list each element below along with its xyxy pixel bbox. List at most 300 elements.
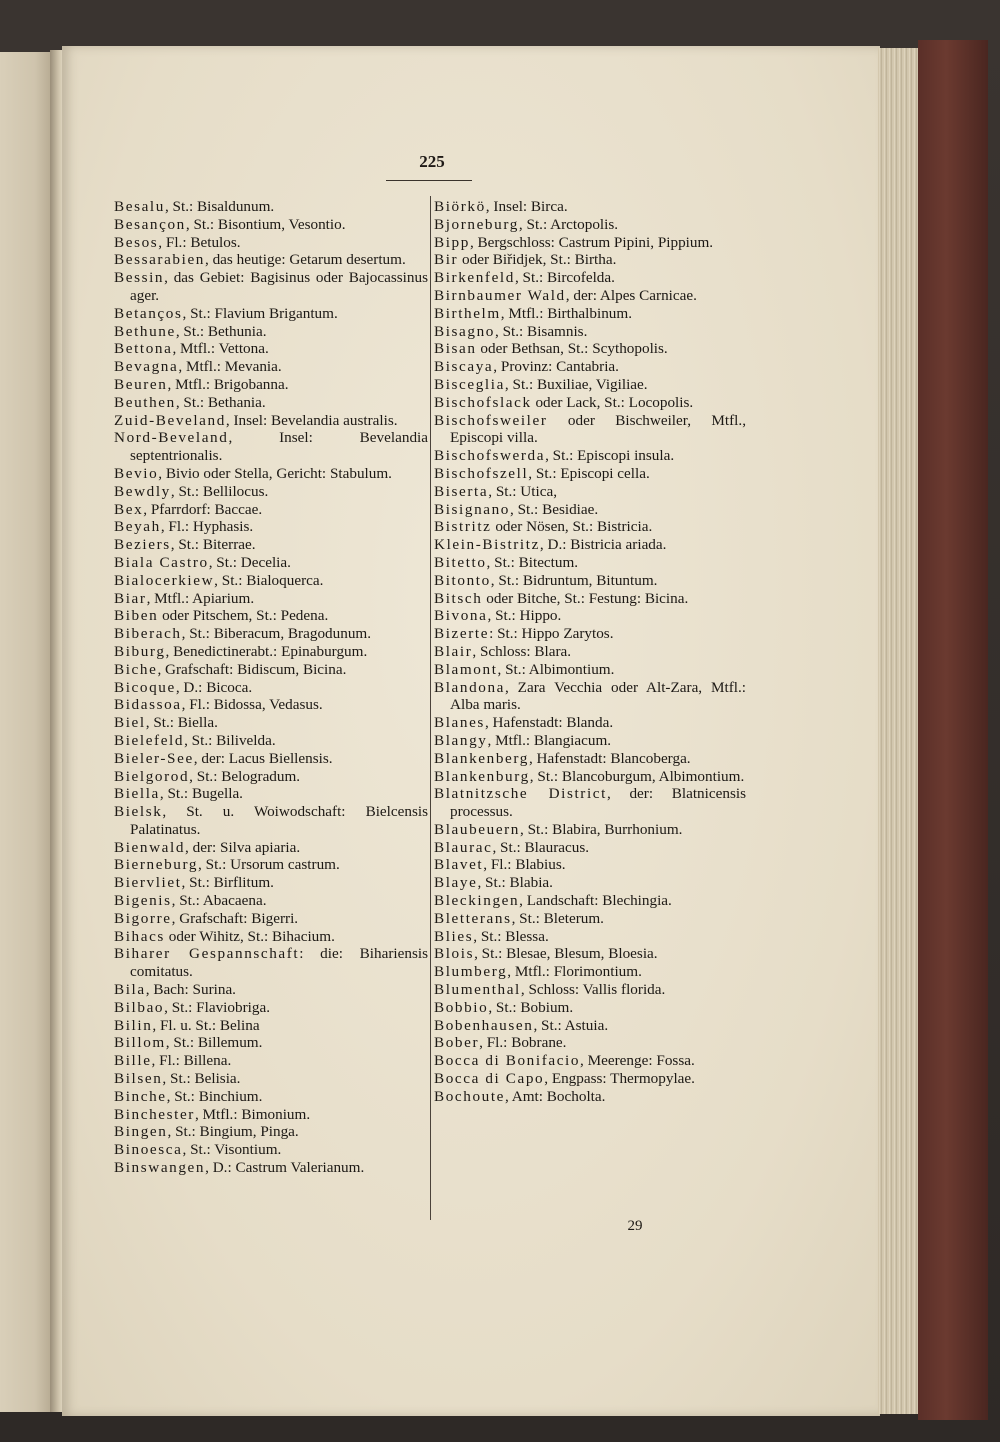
dictionary-entry — [114, 981, 428, 999]
entry-headword: Bicoque — [114, 678, 176, 696]
entry-headword: Blair — [434, 642, 473, 660]
entry-headword: Beyah — [114, 518, 161, 536]
entry-headword: Bilsen — [114, 1070, 163, 1088]
entry-headword: Bienwald — [114, 838, 186, 856]
dictionary-entry — [434, 483, 746, 501]
dictionary-entry — [114, 1070, 428, 1088]
entry-headword: Binswangen — [114, 1159, 206, 1177]
entry-definition: , St.: Flavium Brigantum. — [182, 304, 338, 322]
dictionary-entry — [114, 465, 428, 483]
entry-definition: , St.: Decelia. — [208, 553, 291, 571]
entry-definition: , Engpass: Thermopylae. — [544, 1070, 695, 1088]
entry-definition: , St.: Episcopi cella. — [528, 464, 650, 482]
entry-definition: , St.: Arctopolis. — [518, 215, 619, 233]
dictionary-entry — [114, 1106, 428, 1124]
entry-headword: Bletterans — [434, 909, 512, 927]
dictionary-entry — [114, 554, 428, 572]
entry-headword: Biörkö — [434, 198, 486, 215]
dictionary-entry — [114, 714, 428, 732]
entry-definition: oder Bitche, St.: Festung: Bicina. — [482, 589, 689, 607]
entry-definition: , Insel: Bevelandia septentrionalis. — [130, 429, 428, 465]
entry-definition: , St.: Astuia. — [533, 1016, 609, 1034]
dictionary-entry — [114, 945, 428, 981]
dictionary-entry — [434, 394, 746, 412]
entry-headword: Bocca di Bonifacio — [434, 1052, 581, 1070]
entry-headword: Bethune — [114, 322, 176, 340]
column-divider — [430, 196, 431, 1220]
entry-headword: Blies — [434, 927, 474, 945]
entry-headword: Bischofszell — [434, 464, 529, 482]
entry-headword: Bisagno — [434, 322, 495, 340]
entry-definition: , Bergschloss: Castrum Pipini, Pippium. — [469, 233, 714, 251]
dictionary-entry — [434, 732, 746, 750]
entry-definition: , St.: Visontium. — [182, 1141, 282, 1159]
entry-definition: : St.: Hippo Zarytos. — [489, 625, 614, 643]
dictionary-entry — [114, 892, 428, 910]
dictionary-entry — [434, 910, 746, 928]
entry-definition: , St.: Bircofelda. — [514, 269, 615, 287]
dictionary-entry — [434, 607, 746, 625]
entry-definition: , Fl.: Billena. — [151, 1052, 232, 1070]
entry-definition: oder Pitschem, St.: Pedena. — [158, 607, 329, 625]
dictionary-entry — [114, 518, 428, 536]
entry-definition: , der: Lacus Biellensis. — [193, 749, 333, 767]
entry-headword: Bevio — [114, 464, 159, 482]
entry-definition: , Hafenstadt: Blancoberga. — [528, 749, 691, 767]
entry-headword: Blumberg — [434, 963, 508, 981]
entry-definition: , St.: Bingium, Pinga. — [167, 1123, 299, 1141]
dictionary-entry — [434, 1052, 746, 1070]
entry-definition: , St.: Bisaldunum. — [164, 198, 275, 215]
dictionary-entry — [434, 679, 746, 715]
entry-headword: Biburg — [114, 642, 166, 660]
entry-definition: oder Bethsan, St.: Scythopolis. — [476, 340, 668, 358]
entry-definition: , St.: Albimontium. — [497, 660, 615, 678]
entry-headword: Besançon — [114, 215, 186, 233]
entry-definition: , St.: Blesae, Blesum, Bloesia. — [474, 945, 658, 963]
entry-headword: Blaurac — [434, 838, 493, 856]
entry-headword: Nord-Beveland — [114, 429, 229, 447]
dictionary-entry — [114, 340, 428, 358]
entry-headword: Biala Castro — [114, 553, 209, 571]
dictionary-entry — [434, 999, 746, 1017]
dictionary-entry — [434, 234, 746, 252]
entry-headword: Bierneburg — [114, 856, 199, 874]
entry-headword: Blaubeuern — [434, 820, 521, 838]
dictionary-entry — [434, 251, 746, 269]
entry-headword: Bjorneburg — [434, 215, 519, 233]
dictionary-entry — [434, 590, 746, 608]
entry-headword: Birnbaumer Wald — [434, 286, 566, 304]
dictionary-entry — [114, 625, 428, 643]
dictionary-entry — [114, 679, 428, 697]
dictionary-entry — [434, 1034, 746, 1052]
facing-page-edge — [0, 52, 52, 1412]
dictionary-entry — [434, 216, 746, 234]
dictionary-entry — [114, 1052, 428, 1070]
entry-headword: Biche — [114, 660, 158, 678]
dictionary-entry — [114, 234, 428, 252]
entry-definition: , St.: Birflitum. — [181, 874, 274, 892]
entry-definition: oder Nösen, St.: Bistricia. — [491, 518, 653, 536]
entry-definition: , der: Alpes Carnicae. — [565, 286, 697, 304]
entry-headword: Bistritz — [434, 518, 492, 536]
right-column — [434, 198, 746, 1106]
entry-definition: , Zara Vecchia oder Alt-Zara, Mtfl.: Alba maris. — [450, 678, 746, 714]
dictionary-entry — [114, 1034, 428, 1052]
entry-definition: , St.: Belogradum. — [189, 767, 301, 785]
entry-definition: , Grafschaft: Bigerri. — [171, 909, 299, 927]
dictionary-entry — [434, 501, 746, 519]
entry-headword: Bobbio — [434, 998, 489, 1016]
entry-definition: , St.: Bisontium, Vesontio. — [185, 215, 346, 233]
dictionary-entry — [114, 1017, 428, 1035]
entry-headword: Bocca di Capo — [434, 1070, 545, 1088]
entry-definition: , Insel: Bevelandia australis. — [225, 411, 398, 429]
entry-definition: , Grafschaft: Bidiscum, Bicina. — [157, 660, 347, 678]
dictionary-entry — [114, 643, 428, 661]
entry-definition: oder Lack, St.: Locopolis. — [531, 393, 694, 411]
entry-definition: , St.: Besidiae. — [510, 500, 599, 518]
dictionary-entry — [114, 269, 428, 305]
dictionary-entry — [114, 429, 428, 465]
entry-definition: , St.: Blancoburgum, Albimontium. — [529, 767, 745, 785]
dictionary-entry — [434, 768, 746, 786]
entry-definition: , das Gebiet: Bagisinus oder Bajocassinus ager. — [130, 269, 428, 304]
entry-definition: , St.: Hippo. — [487, 607, 562, 625]
entry-definition: , Mtfl.: Vettona. — [172, 340, 269, 358]
dictionary-entry — [434, 821, 746, 839]
dictionary-entry — [114, 910, 428, 928]
entry-definition: , Insel: Birca. — [485, 198, 568, 215]
entry-definition: , Mtfl.: Bimonium. — [194, 1105, 311, 1123]
entry-headword: Bisceglia — [434, 375, 505, 393]
dictionary-entry — [434, 981, 746, 999]
dictionary-entry — [114, 999, 428, 1017]
entry-definition: oder Wihitz, St.: Bihacium. — [164, 927, 335, 945]
dictionary-entry — [434, 323, 746, 341]
dictionary-entry — [114, 536, 428, 554]
dictionary-entry — [434, 554, 746, 572]
entry-headword: Bessarabien — [114, 251, 205, 269]
entry-headword: Bleckingen — [434, 892, 520, 910]
entry-definition: , St.: Biberacum, Bragodunum. — [181, 625, 372, 643]
dictionary-entry — [114, 305, 428, 323]
entry-headword: Bielsk — [114, 803, 163, 821]
entry-definition: , St.: Bialoquerca. — [214, 571, 324, 589]
entry-headword: Blois — [434, 945, 475, 963]
entry-definition: , St.: Bethunia. — [175, 322, 267, 340]
entry-definition: , St. u. Woiwodschaft: Bielcensis Palatinatus. — [130, 803, 428, 838]
entry-headword: Biben — [114, 607, 159, 625]
entry-definition: , der: Silva apiaria. — [185, 838, 301, 856]
entry-headword: Bielgorod — [114, 767, 190, 785]
entry-headword: Bilbao — [114, 998, 165, 1016]
entry-definition: , St.: Bleterum. — [511, 909, 604, 927]
entry-headword: Bevagna — [114, 358, 179, 376]
dictionary-entry — [434, 518, 746, 536]
dictionary-entry — [434, 465, 746, 483]
entry-definition: , Bivio oder Stella, Gericht: Stabulum. — [158, 464, 392, 482]
entry-headword: Billom — [114, 1034, 166, 1052]
dictionary-entry — [114, 198, 428, 216]
dictionary-entry — [434, 412, 746, 448]
dictionary-entry — [114, 1088, 428, 1106]
entry-headword: Bober — [434, 1034, 480, 1052]
dictionary-entry — [434, 945, 746, 963]
entry-headword: Bivona — [434, 607, 488, 625]
entry-headword: Biel — [114, 714, 146, 732]
entry-headword: Biella — [114, 785, 160, 803]
entry-definition: , Fl.: Betulos. — [158, 233, 241, 251]
entry-headword: Bigorre — [114, 909, 172, 927]
dictionary-entry — [434, 340, 746, 358]
entry-headword: Bielefeld — [114, 731, 185, 749]
entry-definition: , das heutige: Getarum desertum. — [204, 251, 406, 269]
entry-definition: , D.: Bicoca. — [175, 678, 253, 696]
entry-headword: Bewdly — [114, 482, 171, 500]
dictionary-entry — [434, 198, 746, 216]
entry-definition: , Benedictinerabt.: Epinaburgum. — [165, 642, 368, 660]
dictionary-entry — [114, 376, 428, 394]
dictionary-entry — [114, 251, 428, 269]
entry-headword: Bialocerkiew — [114, 571, 215, 589]
dictionary-entry — [114, 785, 428, 803]
dictionary-entry — [114, 732, 428, 750]
dictionary-entry — [114, 607, 428, 625]
dictionary-entry — [434, 447, 746, 465]
entry-headword: Biervliet — [114, 874, 182, 892]
dictionary-entry — [434, 892, 746, 910]
entry-definition: , der: Blatnicensis processus. — [450, 785, 746, 821]
entry-definition: , Mtfl.: Brigobanna. — [167, 375, 289, 393]
entry-definition: , St.: Utica, — [488, 482, 557, 500]
entry-headword: Bille — [114, 1052, 152, 1070]
entry-definition: , St.: Blabira, Burrhonium. — [520, 820, 683, 838]
dictionary-entry — [114, 323, 428, 341]
entry-headword: Bettona — [114, 340, 173, 358]
entry-headword: Bir — [434, 251, 459, 269]
entry-definition: , St.: Episcopi insula. — [545, 447, 675, 465]
entry-definition: , Fl.: Bidossa, Vedasus. — [181, 696, 323, 714]
entry-headword: Bischofslack — [434, 393, 532, 411]
entry-definition: , St.: Abacaena. — [171, 892, 267, 910]
entry-headword: Bilin — [114, 1016, 153, 1034]
dictionary-entry — [114, 839, 428, 857]
entry-definition: , Schloss: Vallis florida. — [520, 981, 666, 999]
entry-definition: , Pfarrdorf: Baccae. — [143, 500, 263, 518]
entry-definition: , D.: Bistricia ariada. — [539, 536, 667, 554]
entry-headword: Bisan — [434, 340, 477, 358]
entry-definition: , D.: Castrum Valerianum. — [205, 1159, 365, 1177]
entry-headword: Beziers — [114, 536, 171, 554]
entry-definition: , St.: Biella. — [145, 714, 218, 732]
entry-headword: Bingen — [114, 1123, 168, 1141]
entry-definition: , St.: Bugella. — [159, 785, 243, 803]
dictionary-entry — [434, 1088, 746, 1106]
page-number: 225 — [419, 152, 445, 171]
dictionary-entry — [114, 590, 428, 608]
entry-headword: Blanes — [434, 714, 485, 732]
entry-definition: , St.: Blabia. — [477, 874, 553, 892]
entry-headword: Biharer Gespannschaft — [114, 945, 300, 963]
entry-definition: oder Bischweiler, Mtfl., Episcopi villa. — [450, 411, 746, 447]
entry-definition: , Mtfl.: Apiarium. — [146, 589, 255, 607]
dictionary-entry — [114, 572, 428, 590]
entry-definition: , St.: Ursorum castrum. — [198, 856, 340, 874]
entry-definition: , Schloss: Blara. — [472, 642, 572, 660]
dictionary-entry — [434, 785, 746, 821]
entry-headword: Bobenhausen — [434, 1016, 534, 1034]
entry-definition: , Fl.: Hyphasis. — [160, 518, 254, 536]
entry-headword: Bochoute — [434, 1087, 506, 1105]
entry-definition: , St.: Bethania. — [175, 393, 266, 411]
entry-definition: , Mtfl.: Florimontium. — [507, 963, 642, 981]
entry-headword: Blumenthal — [434, 981, 521, 999]
dictionary-entry — [114, 768, 428, 786]
dictionary-entry — [434, 750, 746, 768]
entry-definition: , St.: Billemum. — [165, 1034, 263, 1052]
entry-definition: , Meerenge: Fossa. — [580, 1052, 695, 1070]
entry-headword: Blandona — [434, 678, 506, 696]
entry-headword: Bila — [114, 981, 146, 999]
entry-definition: , St.: Flaviobriga. — [164, 998, 270, 1016]
entry-headword: Binchester — [114, 1105, 195, 1123]
entry-headword: Bitsch — [434, 589, 483, 607]
left-column — [114, 198, 428, 1177]
entry-headword: Bischofsweiler — [434, 411, 548, 429]
entry-headword: Bihacs — [114, 927, 165, 945]
dictionary-entry — [434, 714, 746, 732]
entry-definition: , Hafenstadt: Blanda. — [484, 714, 614, 732]
entry-headword: Bidassoa — [114, 696, 182, 714]
dictionary-entry — [434, 376, 746, 394]
entry-headword: Bigenis — [114, 892, 172, 910]
entry-headword: Blaye — [434, 874, 478, 892]
dictionary-entry — [114, 1123, 428, 1141]
entry-headword: Binche — [114, 1087, 167, 1105]
entry-headword: Besos — [114, 233, 159, 251]
dictionary-entry — [434, 963, 746, 981]
entry-definition: , St.: Bitectum. — [486, 553, 579, 571]
dictionary-entry — [434, 839, 746, 857]
entry-definition: , St.: Bidruntum, Bituntum. — [490, 571, 658, 589]
entry-headword: Bipp — [434, 233, 470, 251]
entry-definition: , St.: Bellilocus. — [170, 482, 269, 500]
entry-headword: Bischofswerda — [434, 447, 546, 465]
entry-headword: Blavet — [434, 856, 484, 874]
entry-headword: Zuid-Beveland — [114, 411, 226, 429]
entry-definition: , Fl. u. St.: Belina — [152, 1016, 260, 1034]
dictionary-entry — [434, 269, 746, 287]
dictionary-entry — [434, 661, 746, 679]
entry-headword: Beuthen — [114, 393, 176, 411]
dictionary-entry — [434, 643, 746, 661]
entry-headword: Biserta — [434, 482, 489, 500]
dictionary-entry — [434, 1017, 746, 1035]
dictionary-entry — [434, 536, 746, 554]
dictionary-entry — [114, 358, 428, 376]
dictionary-entry — [434, 358, 746, 376]
entry-definition: , Fl.: Bobrane. — [479, 1034, 567, 1052]
dictionary-entry — [434, 305, 746, 323]
entry-definition: , Amt: Bocholta. — [505, 1087, 606, 1105]
dictionary-entry — [434, 287, 746, 305]
entry-headword: Biberach — [114, 625, 182, 643]
entry-definition: , St.: Buxiliae, Vigiliae. — [504, 375, 648, 393]
entry-definition: , Provinz: Cantabria. — [493, 358, 619, 376]
dictionary-entry — [114, 216, 428, 234]
entry-headword: Blankenberg — [434, 749, 529, 767]
entry-headword: Bex — [114, 500, 144, 518]
entry-definition: , St.: Bobium. — [488, 998, 574, 1016]
dictionary-entry — [114, 483, 428, 501]
entry-definition: , Mtfl.: Birthalbinum. — [500, 304, 632, 322]
dictionary-entry — [114, 696, 428, 714]
entry-headword: Bisignano — [434, 500, 510, 518]
entry-definition: , St.: Blauracus. — [492, 838, 590, 856]
entry-definition: , St.: Binchium. — [166, 1087, 263, 1105]
dictionary-entry — [114, 928, 428, 946]
page-number-rule — [386, 180, 472, 181]
dictionary-entry — [114, 874, 428, 892]
dictionary-entry — [114, 803, 428, 839]
entry-headword: Bessin — [114, 269, 165, 287]
entry-definition: , St.: Belisia. — [162, 1070, 241, 1088]
entry-headword: Bitonto — [434, 571, 491, 589]
dictionary-entry — [434, 928, 746, 946]
entry-definition: , Bach: Surina. — [145, 981, 236, 999]
book-cover-edge — [918, 40, 988, 1420]
entry-headword: Klein-Bistritz — [434, 536, 540, 554]
entry-definition: oder Biřidjek, St.: Birtha. — [458, 251, 617, 269]
dictionary-entry — [434, 572, 746, 590]
entry-headword: Betanços — [114, 304, 183, 322]
entry-headword: Blatnitzsche District — [434, 785, 607, 803]
entry-headword: Binoesca — [114, 1141, 183, 1159]
entry-headword: Blankenburg — [434, 767, 530, 785]
dictionary-entry — [114, 661, 428, 679]
entry-definition: : die: Bihariensis comitatus. — [130, 945, 428, 981]
dictionary-entry — [114, 1159, 428, 1177]
dictionary-entry — [114, 412, 428, 430]
signature-mark: 29 — [627, 1218, 643, 1234]
dictionary-entry — [434, 856, 746, 874]
dictionary-entry — [114, 394, 428, 412]
entry-headword: Birkenfeld — [434, 269, 515, 287]
entry-headword: Bizerte — [434, 625, 490, 643]
dictionary-entry — [114, 856, 428, 874]
dictionary-entry — [434, 625, 746, 643]
entry-headword: Birthelm — [434, 304, 501, 322]
entry-definition: , Mtfl.: Blangiacum. — [487, 731, 612, 749]
entry-definition: , Fl.: Blabius. — [483, 856, 566, 874]
page-block-edges — [878, 48, 918, 1414]
entry-headword: Biar — [114, 589, 147, 607]
entry-headword: Blangy — [434, 731, 488, 749]
dictionary-entry — [114, 501, 428, 519]
entry-definition: , Mtfl.: Mevania. — [178, 358, 282, 376]
entry-headword: Besalu — [114, 198, 165, 215]
entry-headword: Blamont — [434, 660, 498, 678]
entry-definition: , St.: Blessa. — [473, 927, 549, 945]
dictionary-entry — [114, 750, 428, 768]
entry-headword: Bieler-See — [114, 749, 194, 767]
dictionary-entry — [114, 1141, 428, 1159]
dictionary-entry — [434, 874, 746, 892]
entry-headword: Beuren — [114, 375, 168, 393]
entry-definition: , St.: Bilivelda. — [184, 731, 276, 749]
